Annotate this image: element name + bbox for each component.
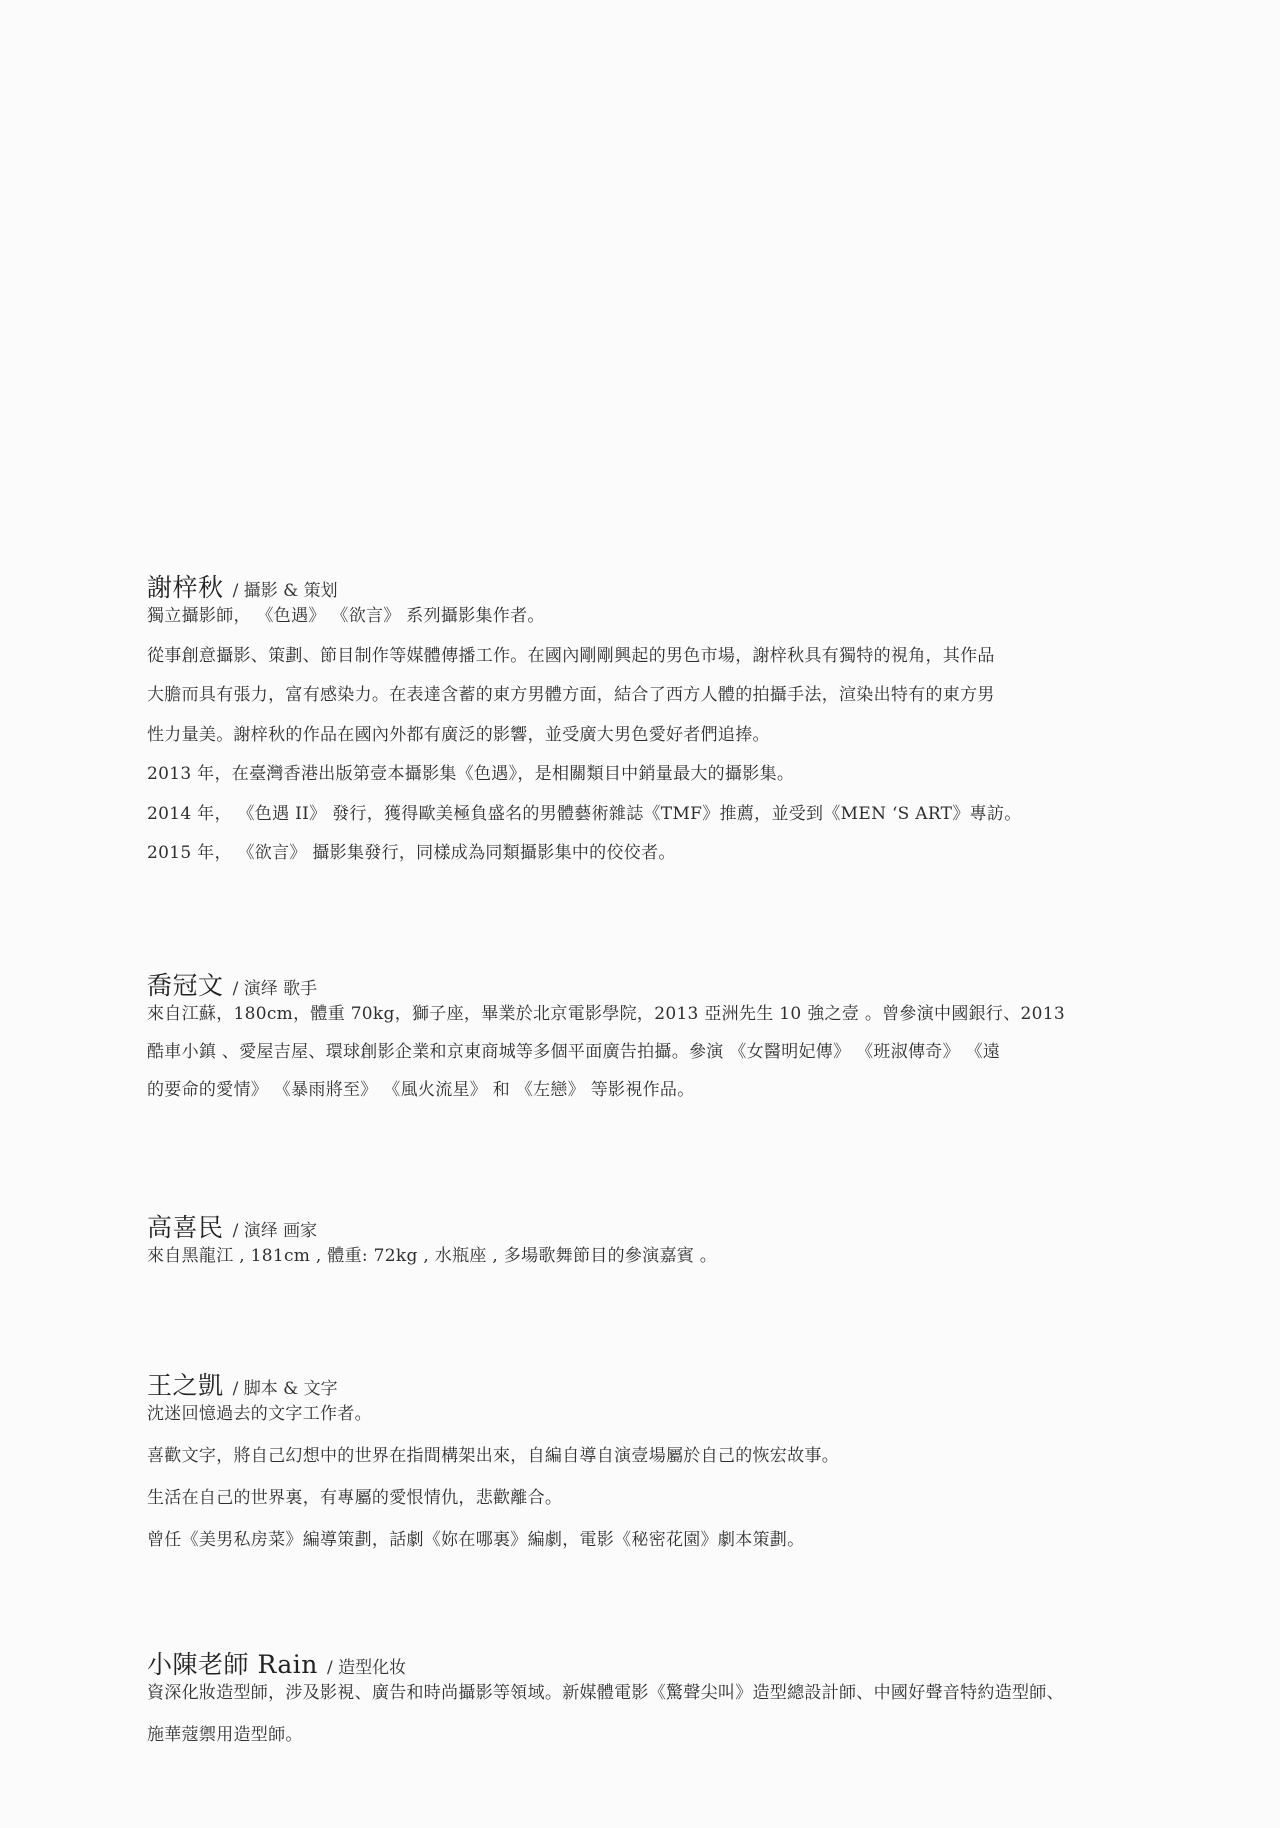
profile-role: / 造型化妆 xyxy=(326,1658,407,1678)
profile-rain xyxy=(147,1645,1157,1767)
profile-role: / 攝影 & 策划 xyxy=(232,581,338,601)
profile-wang-zhikai xyxy=(147,1366,1157,1572)
profile-heading xyxy=(147,568,1157,606)
bio-line: 來自江蘇，180cm，體重 70kg，獅子座，畢業於北京電影學院，2013 亞洲先生 10 強之壹 。曾參演中國銀行、2013 xyxy=(147,1004,1065,1024)
profile-xie-ziqiu xyxy=(147,568,1157,883)
bio-line: 2013 年，在臺灣香港出版第壹本攝影集《色遇》，是相關類目中銷量最大的攝影集。 xyxy=(147,764,795,784)
profile-role: / 脚本 & 文字 xyxy=(232,1379,338,1399)
bio-line: 獨立攝影師， 《色遇》 《欲言》 系列攝影集作者。 xyxy=(147,606,545,626)
bio-line: 來自黑龍江 , 181cm , 體重: 72kg , 水瓶座 , 多場歌舞節目的參演嘉賓 。 xyxy=(147,1246,718,1266)
bio-line: 的要命的愛情》 《暴雨將至》 《風火流星》 和 《左戀》 等影視作品。 xyxy=(147,1080,695,1100)
profile-role: / 演绎 歌手 xyxy=(232,979,318,999)
profile-heading xyxy=(147,966,1157,1004)
bio-line: 資深化妝造型師，涉及影視、廣告和時尚攝影等領域。新媒體電影《驚聲尖叫》造型總設計師、中國好聲音特約造型師、 xyxy=(147,1683,1064,1703)
profile-role: / 演绎 画家 xyxy=(232,1221,318,1241)
profile-name: 喬冠文 xyxy=(147,971,224,1000)
profile-heading xyxy=(147,1366,1157,1404)
profile-name: 高喜民 xyxy=(147,1213,224,1242)
bio-line: 沈迷回憶過去的文字工作者。 xyxy=(147,1404,372,1424)
bio-line: 曾任《美男私房菜》編導策劃，話劇《妳在哪裏》編劇，電影《秘密花園》劇本策劃。 xyxy=(147,1530,805,1550)
profile-heading xyxy=(147,1645,1157,1683)
bio-line: 大膽而具有張力，富有感染力。在表達含蓄的東方男體方面，結合了西方人體的拍攝手法，渲染出特有的東方男 xyxy=(147,685,995,705)
bio-line: 2014 年， 《色遇 II》 發行，獲得歐美極負盛名的男體藝術雜誌《TMF》推薦，並受到《MEN ‘S ART》專訪。 xyxy=(147,803,1022,824)
bio-line: 生活在自己的世界裏，有專屬的愛恨情仇，悲歡離合。 xyxy=(147,1488,563,1508)
bio-line: 酷車小鎮 、愛屋吉屋、環球創影企業和京東商城等多個平面廣告拍攝。參演 《女醫明妃傳》 《班淑傳奇》 《遠 xyxy=(147,1042,1001,1062)
profile-name: 謝梓秋 xyxy=(147,573,224,602)
profile-qiao-guanwen xyxy=(147,966,1157,1118)
profile-name: 王之凱 xyxy=(147,1371,224,1400)
bio-line: 喜歡文字，將自己幻想中的世界在指間構架出來，自編自導自演壹場屬於自己的恢宏故事。 xyxy=(147,1446,839,1466)
profile-name: 小陳老師 Rain xyxy=(147,1650,318,1679)
bio-line: 2015 年， 《欲言》 攝影集發行，同樣成為同類攝影集中的佼佼者。 xyxy=(147,843,676,863)
profile-gao-ximin xyxy=(147,1208,1157,1288)
bio-line: 性力量美。謝梓秋的作品在國內外都有廣泛的影響，並受廣大男色愛好者們追捧。 xyxy=(147,724,770,745)
profile-heading xyxy=(147,1208,1157,1246)
bio-line: 從事創意攝影、策劃、節目制作等媒體傳播工作。在國內剛剛興起的男色市場，謝梓秋具有獨特的視角，其作品 xyxy=(147,645,995,666)
bio-line: 施華蔻禦用造型師。 xyxy=(147,1725,303,1745)
